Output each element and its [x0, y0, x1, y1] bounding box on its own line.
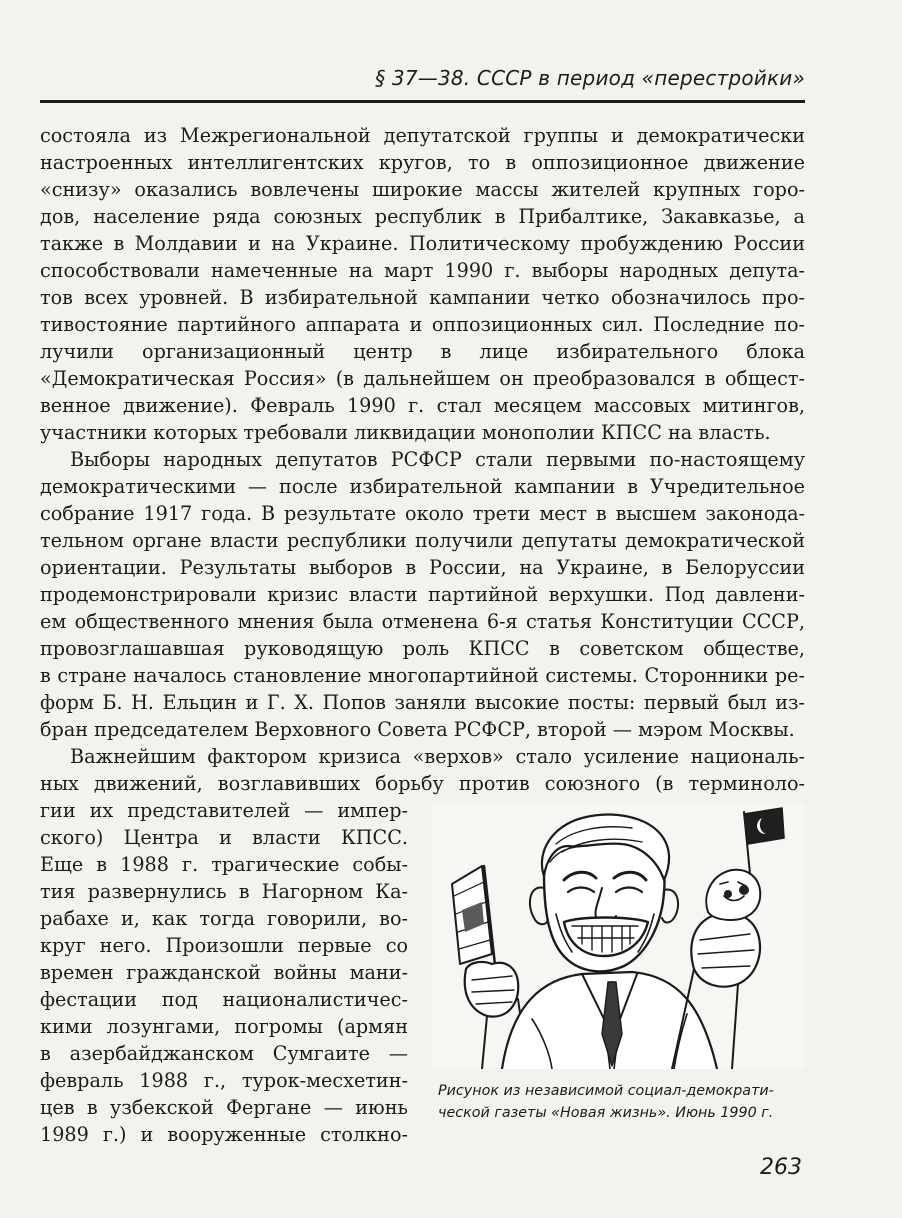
figure-caption-line: Рисунок из независимой социал-демократи- [438, 1083, 774, 1099]
caricature-illustration [432, 804, 805, 1069]
text-line: тельном органе власти республики получили депутаты демократической [40, 529, 805, 552]
text-line: кими лозунгами, погромы (армян [40, 1015, 408, 1038]
page-number: 263 [760, 1155, 802, 1180]
text-line: тия развернулись в Нагорном Ка- [40, 880, 408, 903]
text-line: провозглашавшая руководящую роль КПСС в советском обществе, [40, 637, 805, 660]
text-line: февраль 1988 г., турок-месхетин- [40, 1069, 408, 1092]
text-line: времен гражданской войны мани- [40, 961, 408, 984]
text-line: рабахе и, как тогда говорили, во- [40, 907, 408, 930]
text-line: ем общественного мнения была отменена 6-я статья Конституции СССР, [40, 610, 805, 633]
text-line: тов всех уровней. В избирательной кампании четко обозначилось про- [40, 286, 805, 309]
text-line: ных движений, возглавивших борьбу против союзного (в терминоло- [40, 772, 805, 795]
section-title: § 37—38. СССР в период «перестройки» [375, 66, 805, 90]
running-header [40, 60, 805, 103]
text-line: способствовали намеченные на март 1990 г. выборы народных депута- [40, 259, 805, 282]
text-line: демократическими — после избирательной кампании в Учредительное [40, 475, 805, 498]
text-line: бран председателем Верховного Совета РСФСР, второй — мэром Москвы. [40, 718, 795, 741]
text-line: «снизу» оказались вовлечены широкие массы жителей крупных горо- [40, 178, 805, 201]
text-line: дов, население ряда союзных республик в Прибалтике, Закавказье, а [40, 205, 805, 228]
text-line: круг него. Произошли первые со [40, 934, 408, 957]
text-line: продемонстрировали кризис власти партийной верхушки. Под давлени- [40, 583, 805, 606]
text-line: форм Б. Н. Ельцин и Г. Х. Попов заняли высокие посты: первый был из- [40, 691, 805, 714]
text-line: ориентации. Результаты выборов в России, на Украине, в Белоруссии [40, 556, 805, 579]
text-line: состояла из Межрегиональной депутатской группы и демократически [40, 124, 805, 147]
text-line: ского) Центра и власти КПСС. [40, 826, 408, 849]
text-line: настроенных интеллигентских кругов, то в оппозиционное движение [40, 151, 805, 174]
text-line: «Демократическая Россия» (в дальнейшем он преобразовался в общест- [40, 367, 805, 390]
figure-caption-line: ческой газеты «Новая жизнь». Июнь 1990 г. [438, 1105, 774, 1121]
text-line: гии их представителей — импер- [40, 799, 408, 822]
text-line: в азербайджанском Сумгаите — [40, 1042, 408, 1065]
text-line: также в Молдавии и на Украине. Политическому пробуждению России [40, 232, 805, 255]
text-line: в стране началось становление многопартийной системы. Сторонники ре- [40, 664, 805, 687]
text-line: собрание 1917 года. В результате около трети мест в высшем законода- [40, 502, 805, 525]
text-line: тивостояние партийного аппарата и оппозиционных сил. Последние по- [40, 313, 805, 336]
text-line: венное движение). Февраль 1990 г. стал месяцем массовых митингов, [40, 394, 805, 417]
text-line: Важнейшим фактором кризиса «верхов» стало усиление националь- [70, 745, 805, 768]
text-line: лучили организационный центр в лице избирательного блока [40, 340, 805, 363]
text-line: фестации под националистичес- [40, 988, 408, 1011]
text-line: цев в узбекской Фергане — июнь [40, 1096, 408, 1119]
text-line: Еще в 1988 г. трагические собы- [40, 853, 408, 876]
text-line: 1989 г.) и вооруженные столкно- [40, 1123, 408, 1146]
text-line: участники которых требовали ликвидации монополии КПСС на власть. [40, 421, 771, 444]
text-line: Выборы народных депутатов РСФСР стали первыми по-настоящему [70, 448, 805, 471]
